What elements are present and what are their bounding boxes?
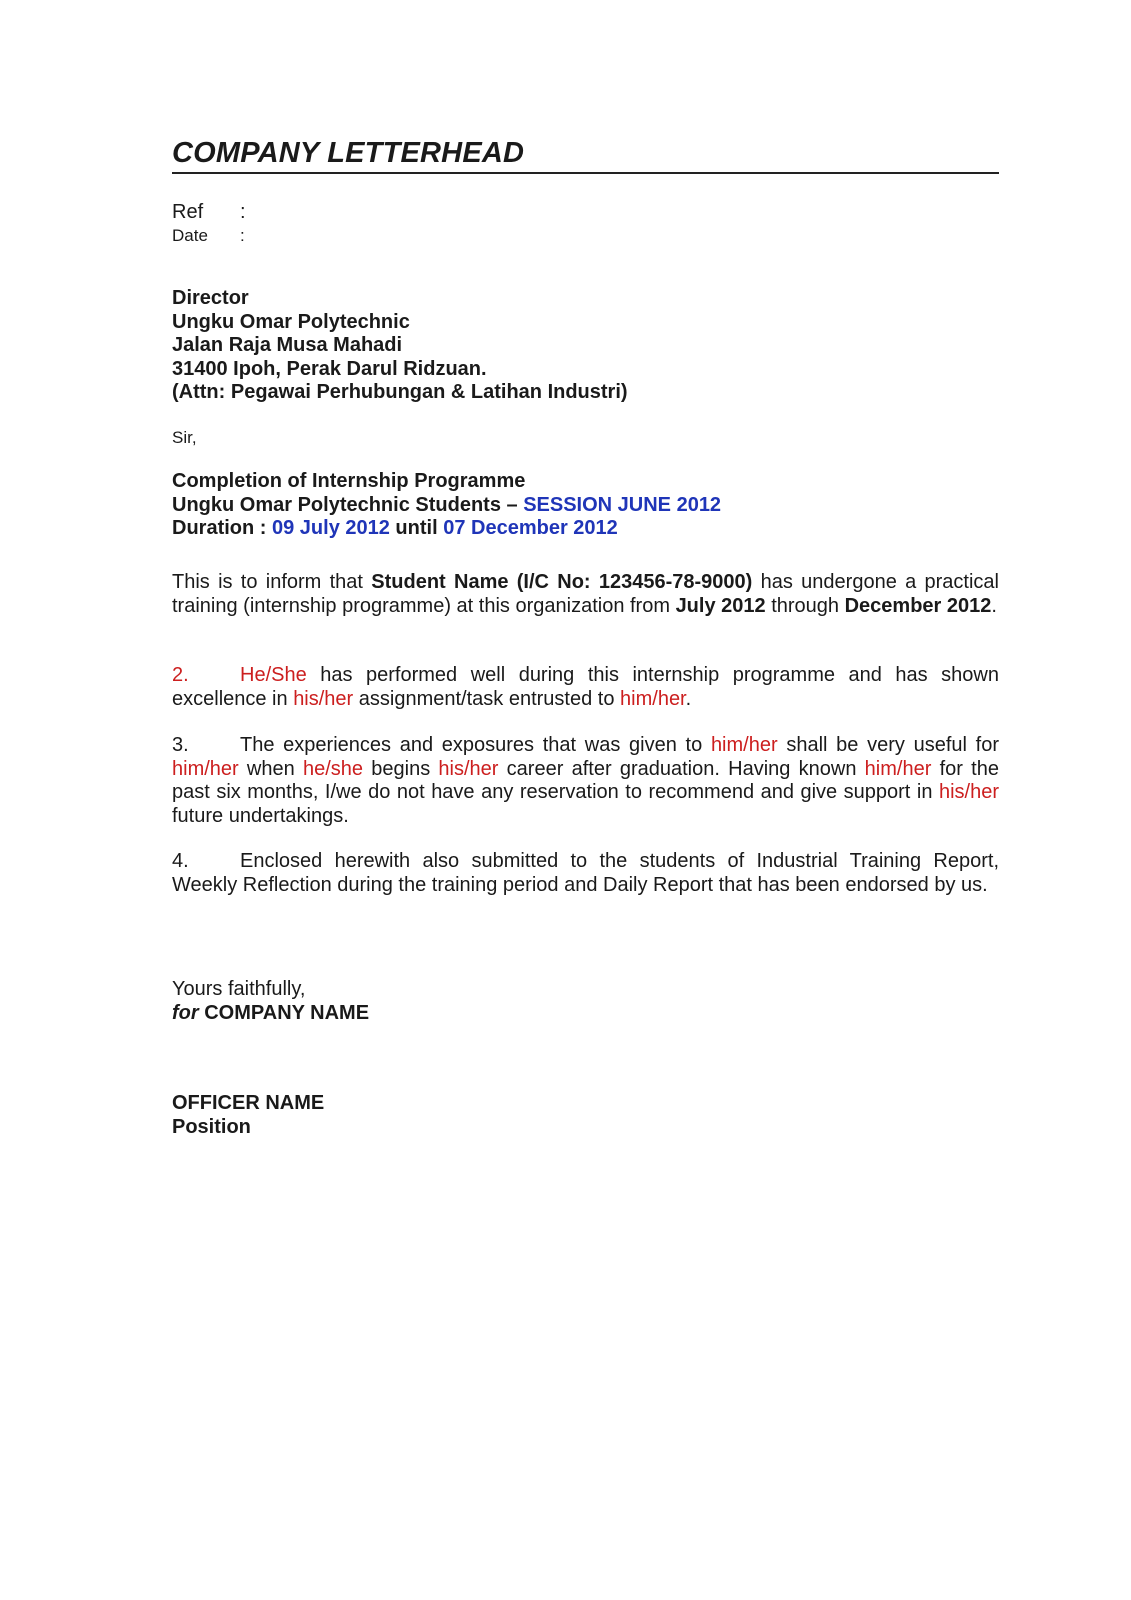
closing-line: Yours faithfully,	[172, 978, 306, 1000]
pronoun: He/She	[240, 664, 307, 686]
para1-text: has undergone a practical training (internship programme) at this organization from	[172, 571, 999, 617]
para1-text: .	[991, 594, 997, 617]
officer-position: Position	[172, 1115, 251, 1138]
pronoun: his/her	[438, 757, 499, 780]
para3-text: for the past six months, I/we do not have any reservation to recommend and give support in	[172, 757, 999, 804]
para4-number: 4.	[172, 850, 189, 872]
pronoun: his/her	[938, 781, 999, 804]
pronoun: he/she	[302, 757, 364, 780]
recipient-city: 31400 Ipoh, Perak Darul Ridzuan.	[172, 357, 487, 380]
duration-label: Duration :	[172, 517, 272, 539]
para2-text: assignment/task entrusted to	[353, 687, 621, 710]
recipient-title: Director	[172, 287, 249, 309]
para4-text: Enclosed herewith also submitted to the students of Industrial Training Report, Weekly Reflection during the training period and Daily Report that has been endorsed by us.	[172, 850, 999, 896]
recipient-street: Jalan Raja Musa Mahadi	[172, 334, 403, 356]
para3-text: future undertakings.	[172, 804, 349, 827]
para3-text: The experiences and exposures that was given to	[240, 734, 711, 756]
ref-row	[172, 200, 246, 224]
recipient-address	[172, 287, 628, 405]
reference-block	[172, 200, 246, 248]
end-date: 07 December 2012	[443, 517, 618, 539]
paragraph-3	[172, 734, 999, 828]
para2-number: 2.	[172, 664, 189, 686]
date-label: Date	[172, 226, 208, 245]
ref-colon: :	[240, 200, 246, 223]
recipient-institution: Ungku Omar Polytechnic	[172, 310, 410, 333]
para3-number: 3.	[172, 734, 189, 756]
subject-duration-line	[172, 517, 721, 541]
para2-text: .	[685, 687, 692, 710]
to-date: December 2012	[844, 594, 992, 617]
company-line	[172, 1002, 369, 1026]
paragraph-2	[172, 664, 999, 711]
para3-text: when	[238, 757, 303, 780]
until-text: until	[389, 517, 444, 539]
para1-text: through	[765, 594, 845, 617]
para3-text: shall be very useful for	[777, 734, 999, 756]
company-name: COMPANY NAME	[198, 1001, 370, 1024]
for-text: for	[172, 1001, 199, 1024]
officer-name: OFFICER NAME	[172, 1092, 325, 1114]
pronoun: him/her	[620, 687, 686, 710]
subject-students: Ungku Omar Polytechnic Students –	[172, 493, 524, 516]
para1-text: This is to inform that	[172, 571, 372, 593]
para2-text: has performed well during this internship programme and has shown excellence in	[172, 664, 999, 710]
salutation: Sir,	[172, 428, 197, 447]
paragraph-1	[172, 571, 999, 618]
paragraph-4	[172, 850, 999, 897]
closing-block	[172, 978, 369, 1025]
session-text: SESSION JUNE 2012	[523, 493, 722, 516]
student-name: Student Name (I/C No: 123456-78-9000)	[371, 571, 753, 593]
pronoun: him/her	[864, 757, 932, 780]
para3-text: career after graduation. Having known	[498, 757, 865, 780]
date-row	[172, 224, 246, 248]
date-colon: :	[240, 226, 245, 245]
recipient-attention: (Attn: Pegawai Perhubungan & Latihan Industri)	[172, 381, 628, 403]
signatory-block	[172, 1092, 324, 1139]
pronoun: him/her	[710, 734, 778, 756]
subject-session-line	[172, 494, 721, 518]
letterhead-title: COMPANY LETTERHEAD	[172, 136, 999, 174]
para3-text: begins	[363, 757, 439, 780]
start-date: 09 July 2012	[272, 517, 390, 539]
pronoun: him/her	[172, 757, 239, 780]
subject-line: Completion of Internship Programme	[172, 470, 526, 492]
subject-block	[172, 470, 721, 541]
ref-label: Ref	[172, 200, 204, 223]
pronoun: his/her	[293, 687, 354, 710]
from-date: July 2012	[675, 594, 766, 617]
